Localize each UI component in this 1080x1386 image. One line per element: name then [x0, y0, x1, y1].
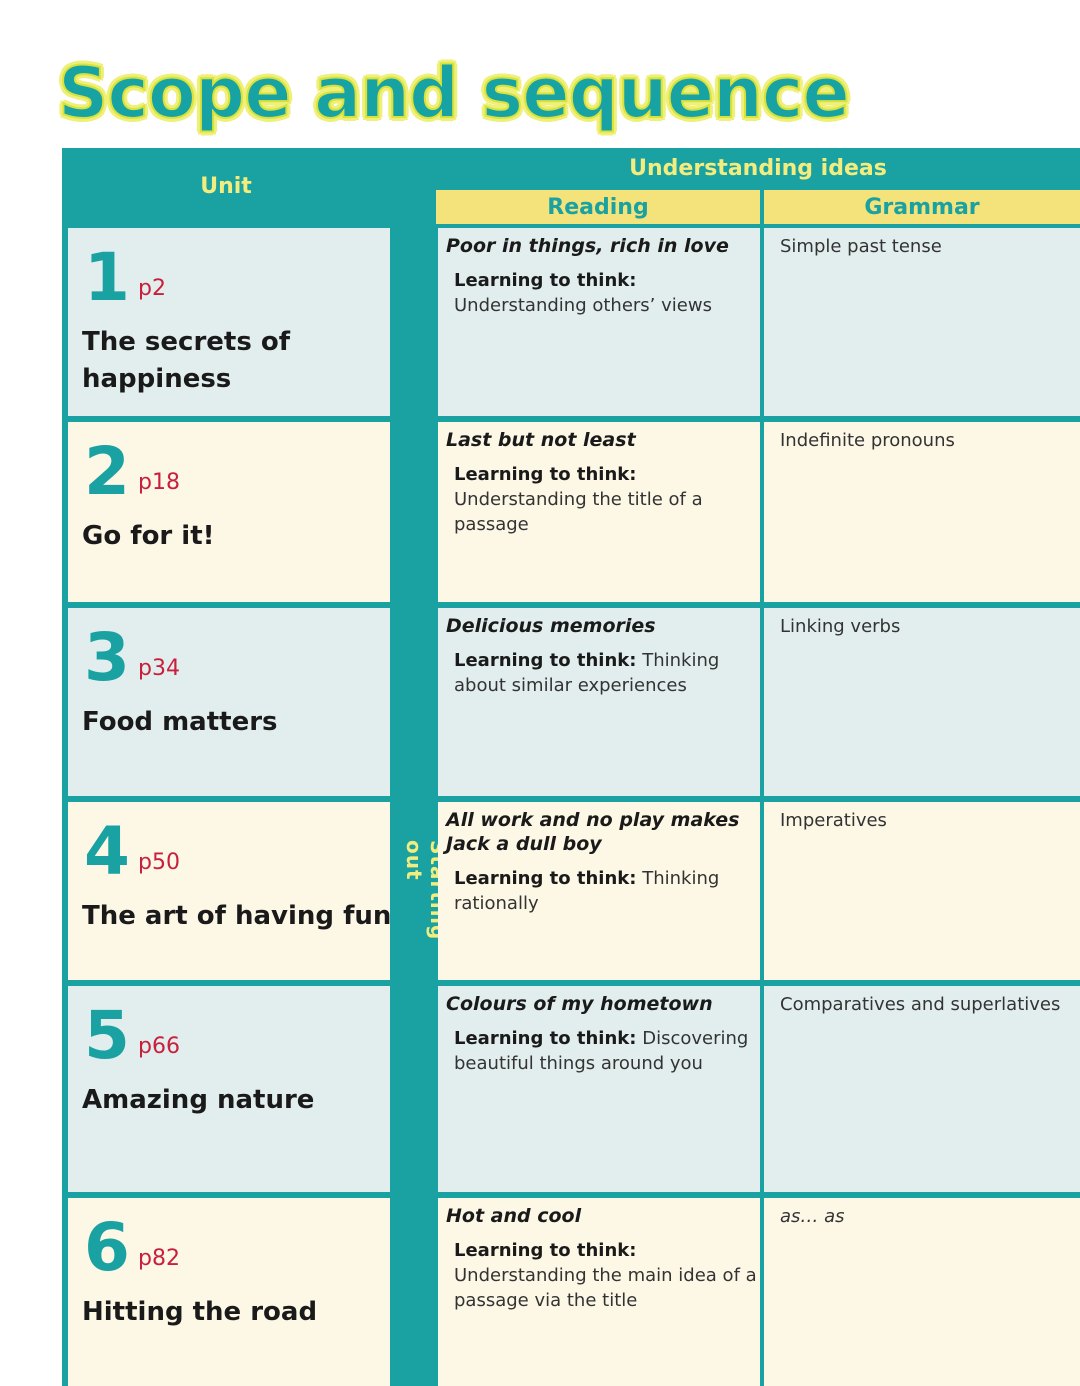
grammar-text: as… as: [780, 1206, 845, 1227]
grammar-column-header: Grammar: [764, 190, 1080, 224]
unit-number: 6: [84, 1209, 130, 1286]
grammar-cell: [764, 802, 1080, 980]
page-title: Scope and sequence: [58, 52, 849, 134]
reading-title: Colours of my hometown: [446, 993, 713, 1015]
grammar-text: Simple past tense: [780, 236, 942, 257]
unit-cell: [68, 608, 390, 796]
grammar-cell: [764, 986, 1080, 1192]
unit-number: 1: [84, 239, 130, 316]
learning-to-think: Learning to think: Understanding the title of a passage: [454, 464, 703, 535]
reading-title: All work and no play makes Jack a dull boy: [446, 809, 740, 855]
learning-to-think: Learning to think: Discovering beautiful things around you: [454, 1028, 749, 1074]
grammar-cell: [764, 228, 1080, 416]
grammar-text: Linking verbs: [780, 616, 901, 637]
reading-cell: [438, 1198, 760, 1386]
grammar-text: Comparatives and superlatives: [780, 994, 1061, 1015]
grammar-cell: [764, 422, 1080, 602]
learning-to-think: Learning to think: Thinking rationally: [454, 868, 720, 914]
unit-title: Amazing nature: [82, 1085, 315, 1115]
unit-cell: [68, 422, 390, 602]
unit-page: p34: [138, 656, 180, 681]
unit-cell: [68, 1198, 390, 1386]
grammar-text: Imperatives: [780, 810, 887, 831]
unit-cell: [68, 986, 390, 1192]
unit-title: The art of having fun: [82, 901, 392, 931]
unit-column-header: Unit: [200, 173, 252, 199]
unit-cell: [68, 802, 390, 980]
reading-title: Poor in things, rich in love: [446, 235, 729, 257]
grammar-text: Indefinite pronouns: [780, 430, 955, 451]
unit-number: 4: [84, 813, 130, 890]
grammar-cell: [764, 1198, 1080, 1386]
reading-title: Hot and cool: [446, 1205, 582, 1227]
unit-page: p2: [138, 276, 166, 301]
reading-title: Delicious memories: [446, 615, 656, 637]
understanding-ideas-header: Understanding ideas: [629, 155, 887, 181]
learning-to-think: Learning to think: Thinking about similar experiences: [454, 650, 720, 696]
unit-number: 2: [84, 433, 130, 510]
reading-column-header: Reading: [436, 190, 760, 224]
learning-to-think: Learning to think: Understanding others’ views: [454, 270, 712, 316]
reading-cell: [438, 228, 760, 416]
reading-title: Last but not least: [446, 429, 636, 451]
unit-cell: [68, 228, 390, 416]
unit-page: p66: [138, 1034, 180, 1059]
grammar-cell: [764, 608, 1080, 796]
reading-cell: [438, 422, 760, 602]
learning-to-think: Learning to think: Understanding the main idea of a passage via the title: [454, 1240, 757, 1311]
unit-title: The secrets of happiness: [82, 327, 291, 394]
scope-table: Unit Understanding ideas Reading Grammar out 1 p2 The secrets of happiness Poor in things, rich in love Learning to think: Understanding others’ views Simple past tense 2 p18 Go for it! Last but not least Learning to think: Understanding the title of a passage Indefinite pronouns 3 p34 Food matters Delicious memories Learning to think: Thinking about similar experiences Linking verbs 4 p50 The art of having fun All work and no play makes Jack a dull boy Learning to think: Thinking rationally Imperatives 5 p66 Amazing nature Colours of my hometown Learning to think: Discovering beautiful things around you Comparatives and superlatives 6 p82 Hitting the road Hot and cool Learning to think: Understanding the main idea of a passage via the title as… as: [62, 148, 1080, 1386]
unit-title: Hitting the road: [82, 1297, 318, 1327]
unit-number: 5: [84, 997, 130, 1074]
reading-cell: [438, 608, 760, 796]
unit-page: p18: [138, 470, 180, 495]
reading-cell: [438, 986, 760, 1192]
unit-page: p50: [138, 850, 180, 875]
unit-title: Food matters: [82, 707, 278, 737]
unit-title: Go for it!: [82, 521, 215, 551]
reading-cell: [438, 802, 760, 980]
unit-page: p82: [138, 1246, 180, 1271]
unit-number: 3: [84, 619, 130, 696]
